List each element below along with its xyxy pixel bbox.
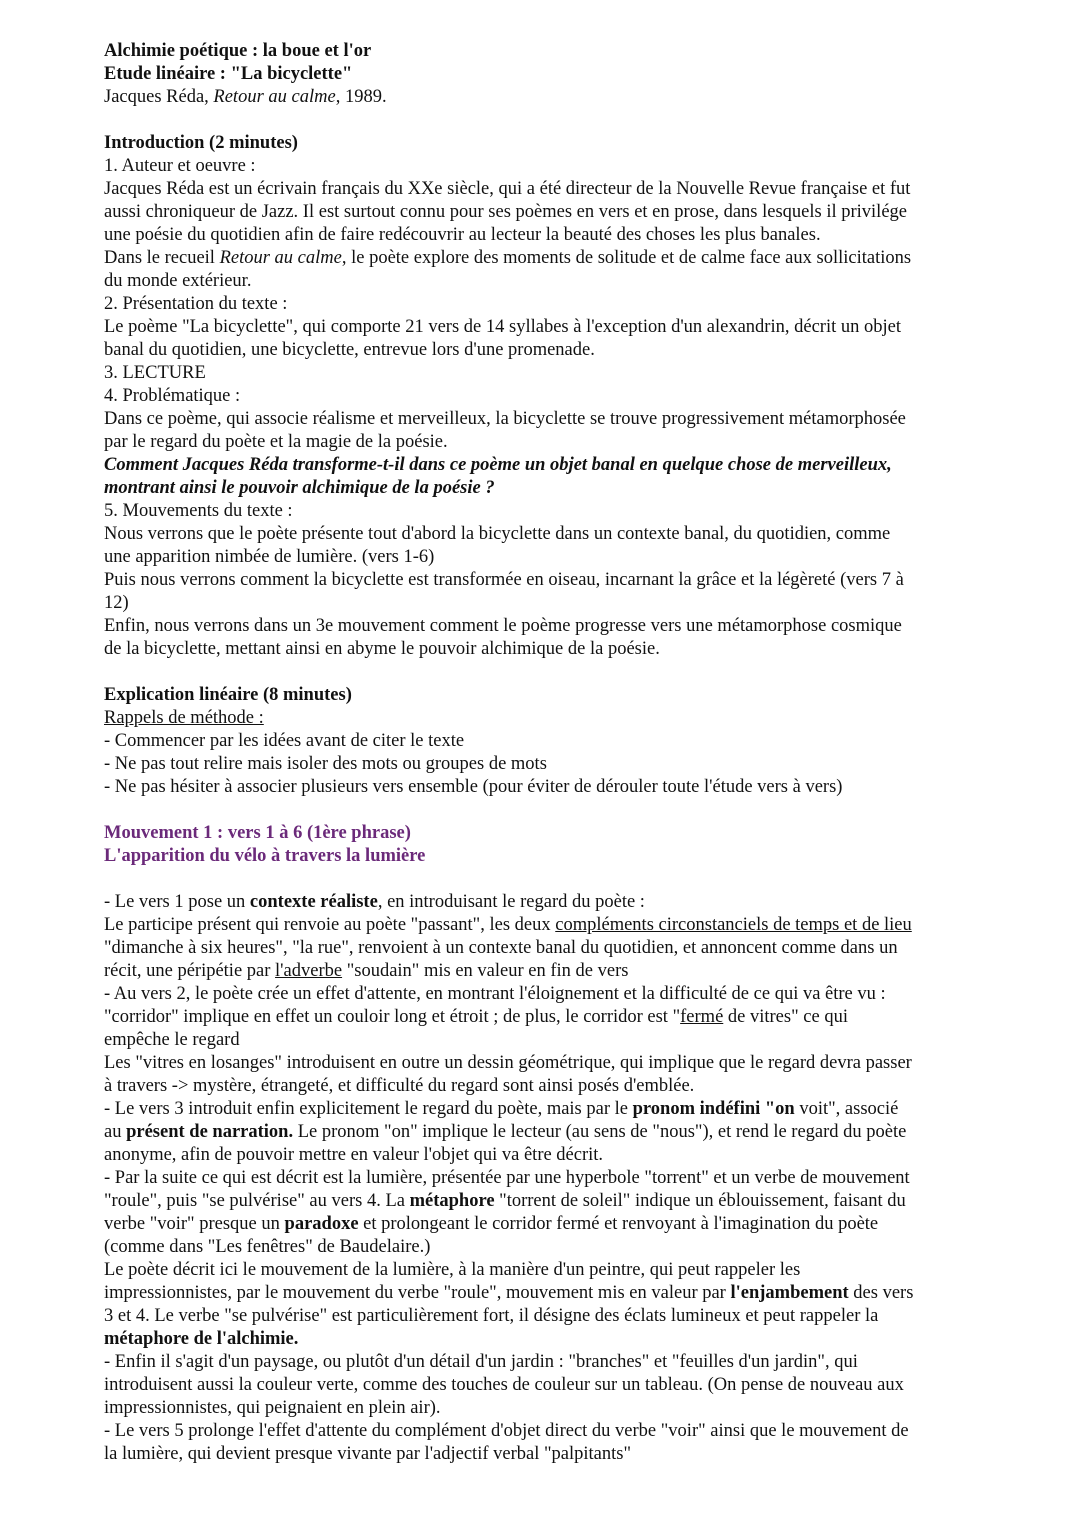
paragraph-line: Les "vitres en losanges" introduisent en outre un dessin géométrique, qui implique que le regard devra passer [104, 1053, 912, 1073]
section-label: 1. Auteur et oeuvre : [104, 156, 256, 176]
doc-reference: Jacques Réda, Retour au calme, 1989. [104, 87, 387, 107]
paragraph-line: (comme dans "Les fenêtres" de Baudelaire.) [104, 1237, 431, 1257]
paragraph-line: Le poète décrit ici le mouvement de la lumière, à la manière d'un peintre, qui peut rappeler les [104, 1260, 801, 1280]
paragraph-line: Nous verrons que le poète présente tout d'abord la bicyclette dans un contexte banal, du quotidien, comme [104, 524, 891, 544]
paragraph-line: à travers -> mystère, étrangeté, et difficulté du regard sont ainsi posés d'emblée. [104, 1076, 695, 1096]
problematique-question: Comment Jacques Réda transforme-t-il dans ce poème un objet banal en quelque chose de merveilleux, [104, 455, 892, 475]
list-item: - Ne pas hésiter à associer plusieurs vers ensemble (pour éviter de dérouler toute l'étude vers à vers) [104, 777, 843, 797]
paragraph-line: de la bicyclette, mettant ainsi en abyme le pouvoir alchimique de la poésie. [104, 639, 660, 659]
paragraph-line: "corridor" implique en effet un couloir long et étroit ; de plus, le corridor est "fermé de vitres" ce qui [104, 1007, 848, 1027]
section-label: 2. Présentation du texte : [104, 294, 288, 314]
paragraph-line: - Au vers 2, le poète crée un effet d'attente, en montrant l'éloignement et la difficulté de ce qui va être vu : [104, 984, 886, 1004]
document-page [104, 40, 984, 1466]
paragraph-line: une apparition nimbée de lumière. (vers 1-6) [104, 547, 435, 567]
paragraph-line: empêche le regard [104, 1030, 240, 1050]
paragraph-line: 3 et 4. Le verbe "se pulvérise" est particulièrement fort, il désigne des éclats lumineux et peut rappeler la [104, 1306, 879, 1326]
paragraph-line: "roule", puis "se pulvérise" au vers 4. La métaphore "torrent de soleil" indique un éblouissement, faisant du [104, 1191, 906, 1211]
paragraph-line: Dans ce poème, qui associe réalisme et merveilleux, la bicyclette se trouve progressivement métamorphosée [104, 409, 906, 429]
paragraph-line: - Enfin il s'agit d'un paysage, ou plutôt d'un détail d'un jardin : "branches" et "feuilles d'un jardin", qui [104, 1352, 858, 1372]
section-label: 3. LECTURE [104, 363, 206, 383]
paragraph-line: une poésie du quotidien afin de faire redécouvrir au lecteur la beauté des choses les plus banales. [104, 225, 821, 245]
mouvement1-heading: Mouvement 1 : vers 1 à 6 (1ère phrase) [104, 823, 411, 843]
paragraph-line: Puis nous verrons comment la bicyclette est transformée en oiseau, incarnant la grâce et la légèreté (vers 7 à [104, 570, 904, 590]
paragraph-line: Le participe présent qui renvoie au poète "passant", les deux compléments circonstanciels de temps et de lieu [104, 915, 912, 935]
section-label: 4. Problématique : [104, 386, 241, 406]
paragraph-line: au présent de narration. Le pronom "on" implique le lecteur (au sens de "nous"), et rend le regard du poète [104, 1122, 907, 1142]
paragraph-line: aussi chroniqueur de Jazz. Il est surtout connu pour ses poèmes en vers et en prose, dans lesquels il privilége [104, 202, 907, 222]
paragraph-line: verbe "voir" presque un paradoxe et prolongeant le corridor fermé et renvoyant à l'imagination du poète [104, 1214, 879, 1234]
paragraph-line: anonyme, afin de pouvoir mettre en valeur l'objet qui va être décrit. [104, 1145, 604, 1165]
paragraph-line: - Le vers 3 introduit enfin explicitement le regard du poète, mais par le pronom indéfini "on voit", associé [104, 1099, 899, 1119]
paragraph-line: Jacques Réda est un écrivain français du XXe siècle, qui a été directeur de la Nouvelle Revue française et fut [104, 179, 911, 199]
paragraph-line: du monde extérieur. [104, 271, 252, 291]
paragraph-line: banal du quotidien, une bicyclette, entrevue lors d'une promenade. [104, 340, 595, 360]
paragraph-line: impressionnistes, qui peignaient en plein air). [104, 1398, 441, 1418]
paragraph-line: la lumière, qui devient presque vivante par l'adjectif verbal "palpitants" [104, 1444, 631, 1464]
paragraph-line: - Le vers 5 prolonge l'effet d'attente du complément d'objet direct du verbe "voir" ainsi que le mouvement de [104, 1421, 909, 1441]
doc-subtitle: Etude linéaire : "La bicyclette" [104, 64, 353, 84]
paragraph-line: - Le vers 1 pose un contexte réaliste, en introduisant le regard du poète : [104, 892, 645, 912]
paragraph-line: métaphore de l'alchimie. [104, 1329, 299, 1349]
paragraph-line: 12) [104, 593, 129, 613]
list-item: - Commencer par les idées avant de citer le texte [104, 731, 465, 751]
paragraph-line: récit, une péripétie par l'adverbe "soudain" mis en valeur en fin de vers [104, 961, 629, 981]
explication-heading: Explication linéaire (8 minutes) [104, 685, 352, 705]
problematique-question: montrant ainsi le pouvoir alchimique de la poésie ? [104, 478, 495, 498]
paragraph-line: Dans le recueil Retour au calme, le poète explore des moments de solitude et de calme face aux sollicitations [104, 248, 912, 268]
paragraph-line: introduisent aussi la couleur verte, comme des touches de couleur sur un tableau. (On pense de nouveau aux [104, 1375, 904, 1395]
paragraph-line: - Par la suite ce qui est décrit est la lumière, présentée par une hyperbole "torrent" et un verbe de mouvement [104, 1168, 910, 1188]
paragraph-line: "dimanche à six heures", "la rue", renvoient à un contexte banal du quotidien, et annoncent comme dans un [104, 938, 898, 958]
paragraph-line: Le poème "La bicyclette", qui comporte 21 vers de 14 syllabes à l'exception d'un alexandrin, décrit un objet [104, 317, 901, 337]
list-item: - Ne pas tout relire mais isoler des mots ou groupes de mots [104, 754, 547, 774]
paragraph-line: par le regard du poète et la magie de la poésie. [104, 432, 448, 452]
intro-heading: Introduction (2 minutes) [104, 133, 298, 153]
section-label: 5. Mouvements du texte : [104, 501, 293, 521]
mouvement1-subheading: L'apparition du vélo à travers la lumière [104, 846, 426, 866]
rappels-label: Rappels de méthode : [104, 708, 264, 728]
paragraph-line: impressionnistes, par le mouvement du verbe "roule", mouvement mis en valeur par l'enjambement des vers [104, 1283, 914, 1303]
doc-title: Alchimie poétique : la boue et l'or [104, 41, 372, 61]
paragraph-line: Enfin, nous verrons dans un 3e mouvement comment le poème progresse vers une métamorphose cosmique [104, 616, 902, 636]
